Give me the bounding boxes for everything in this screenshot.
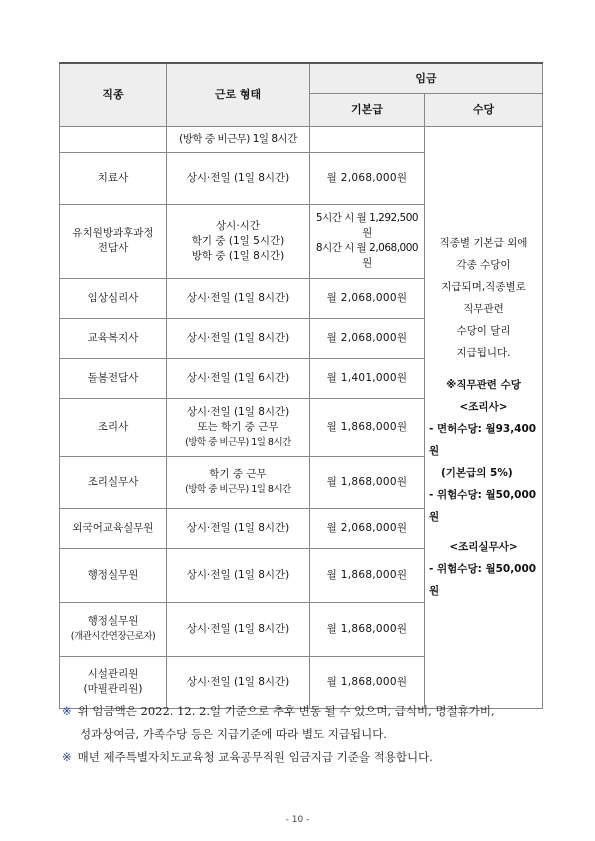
pay-line: 5시간 시 월 1,292,500원 <box>315 212 419 239</box>
work-cell: 상시·전일 (1일 8시간) <box>167 656 310 708</box>
work-cell <box>167 456 310 508</box>
cook-license-note: (기본급의 5%) <box>441 467 513 479</box>
job-cell: 조리사 <box>60 398 167 456</box>
allowance-cell <box>425 126 543 708</box>
pay-cell <box>310 126 425 152</box>
job-line: 유치원방과후과정 <box>72 227 154 239</box>
job-cell: 외국어교육실무원 <box>60 508 167 548</box>
work-cell: 상시·전일 (1일 8시간) <box>167 508 310 548</box>
job-cell <box>60 204 167 278</box>
work-line: (방학 중 비근무) 1일 8시간 <box>185 436 291 448</box>
assistant-risk-allowance: - 위험수당: 월50,000원 <box>429 563 537 597</box>
note-2 <box>62 746 552 769</box>
cook-license-allowance: - 면허수당: 월93,400원 <box>429 423 537 457</box>
work-cell: 상시·전일 (1일 8시간) <box>167 152 310 204</box>
work-cell: 상시·전일 (1일 8시간) <box>167 602 310 656</box>
assistant-title: <조리실무사> <box>449 541 518 553</box>
pay-cell: 월 1,868,000원 <box>310 456 425 508</box>
allowance-intro-4: 직무관련 <box>463 303 504 315</box>
work-line: 학기 중 (1일 5시간) <box>191 234 285 247</box>
cook-risk-allowance: - 위험수당: 월50,000원 <box>429 489 537 523</box>
pay-cell: 월 1,868,000원 <box>310 656 425 708</box>
header-work-type: 근로 형태 <box>167 63 310 126</box>
job-line: (개관시간연장근로자) <box>70 631 156 642</box>
job-cell: 임상심리사 <box>60 278 167 318</box>
job-line: 행정실무원 <box>87 615 139 627</box>
pay-cell: 월 2,068,000원 <box>310 318 425 358</box>
note-2-text: 매년 제주특별자치도교육청 교육공무직원 임금지급 기준을 적용합니다. <box>77 750 433 764</box>
work-line: 또는 학기 중 근무 <box>197 420 279 433</box>
table-header-row <box>60 63 543 93</box>
pay-line: 8시간 시 월 2,068,000원 <box>315 242 419 269</box>
job-cell <box>60 126 167 152</box>
job-line: (마필관리원) <box>83 683 143 695</box>
allowance-intro-6: 지급됩니다. <box>456 347 511 359</box>
pay-cell: 월 1,401,000원 <box>310 358 425 398</box>
job-cell <box>60 602 167 656</box>
work-cell: 상시·전일 (1일 8시간) <box>167 318 310 358</box>
header-allowance: 수당 <box>425 93 543 126</box>
pay-cell <box>310 204 425 278</box>
job-cell: 돌봄전담사 <box>60 358 167 398</box>
job-cell: 치료사 <box>60 152 167 204</box>
note-1-line-2: 성과상여금, 가족수당 등은 지급기준에 따라 별도 지급됩니다. <box>80 727 387 741</box>
header-job: 직종 <box>60 63 167 126</box>
work-line: 학기 중 근무 <box>209 468 267 480</box>
note-1-text: 위 임금액은 2022. 12. 2.일 기준으로 추후 변동 될 수 있으며, 급식비, 명절휴가비, <box>77 704 495 718</box>
pay-cell: 월 1,868,000원 <box>310 548 425 602</box>
allowance-intro-3: 지급되며,직종별로 <box>441 281 526 293</box>
pay-cell: 월 2,068,000원 <box>310 152 425 204</box>
pay-cell: 월 2,068,000원 <box>310 508 425 548</box>
allowance-title: ※직무관련 수당 <box>446 379 521 391</box>
work-cell <box>167 204 310 278</box>
work-line: 상시·전일 (1일 8시간) <box>186 405 290 418</box>
job-line: 전담사 <box>97 242 129 254</box>
work-cell: 상시·전일 (1일 8시간) <box>167 278 310 318</box>
work-cell: 상시·전일 (1일 8시간) <box>167 548 310 602</box>
reference-mark-icon: ※ <box>62 704 72 718</box>
cook-title: <조리사> <box>459 401 508 413</box>
job-cell: 교육복지사 <box>60 318 167 358</box>
header-wage: 임금 <box>310 63 543 93</box>
work-cell: 상시·전일 (1일 6시간) <box>167 358 310 398</box>
note-1-line-1 <box>62 700 552 723</box>
allowance-intro-5: 수당이 달리 <box>456 325 511 337</box>
notes <box>62 700 552 769</box>
header-base-pay: 기본급 <box>310 93 425 126</box>
reference-mark-icon: ※ <box>62 750 72 764</box>
table-row <box>60 126 543 152</box>
work-line: 방학 중 (1일 8시간) <box>191 249 285 262</box>
job-line: 시설관리원 <box>87 668 139 680</box>
page-number: - 10 - <box>285 815 310 825</box>
allowance-intro-1: 직종별 기본급 외에 <box>439 237 528 249</box>
allowance-intro-2: 각종 수당이 <box>456 259 511 271</box>
work-cell <box>167 398 310 456</box>
job-cell: 조리실무사 <box>60 456 167 508</box>
wage-table <box>59 62 543 709</box>
work-line: (방학 중 비근무) 1일 8시간 <box>185 484 291 495</box>
job-cell: 행정실무원 <box>60 548 167 602</box>
pay-cell: 월 1,868,000원 <box>310 398 425 456</box>
pay-cell: 월 2,068,000원 <box>310 278 425 318</box>
work-line: 상시·시간 <box>216 219 260 232</box>
work-cell: (방학 중 비근무) 1일 8시간 <box>167 126 310 152</box>
pay-cell: 월 1,868,000원 <box>310 602 425 656</box>
